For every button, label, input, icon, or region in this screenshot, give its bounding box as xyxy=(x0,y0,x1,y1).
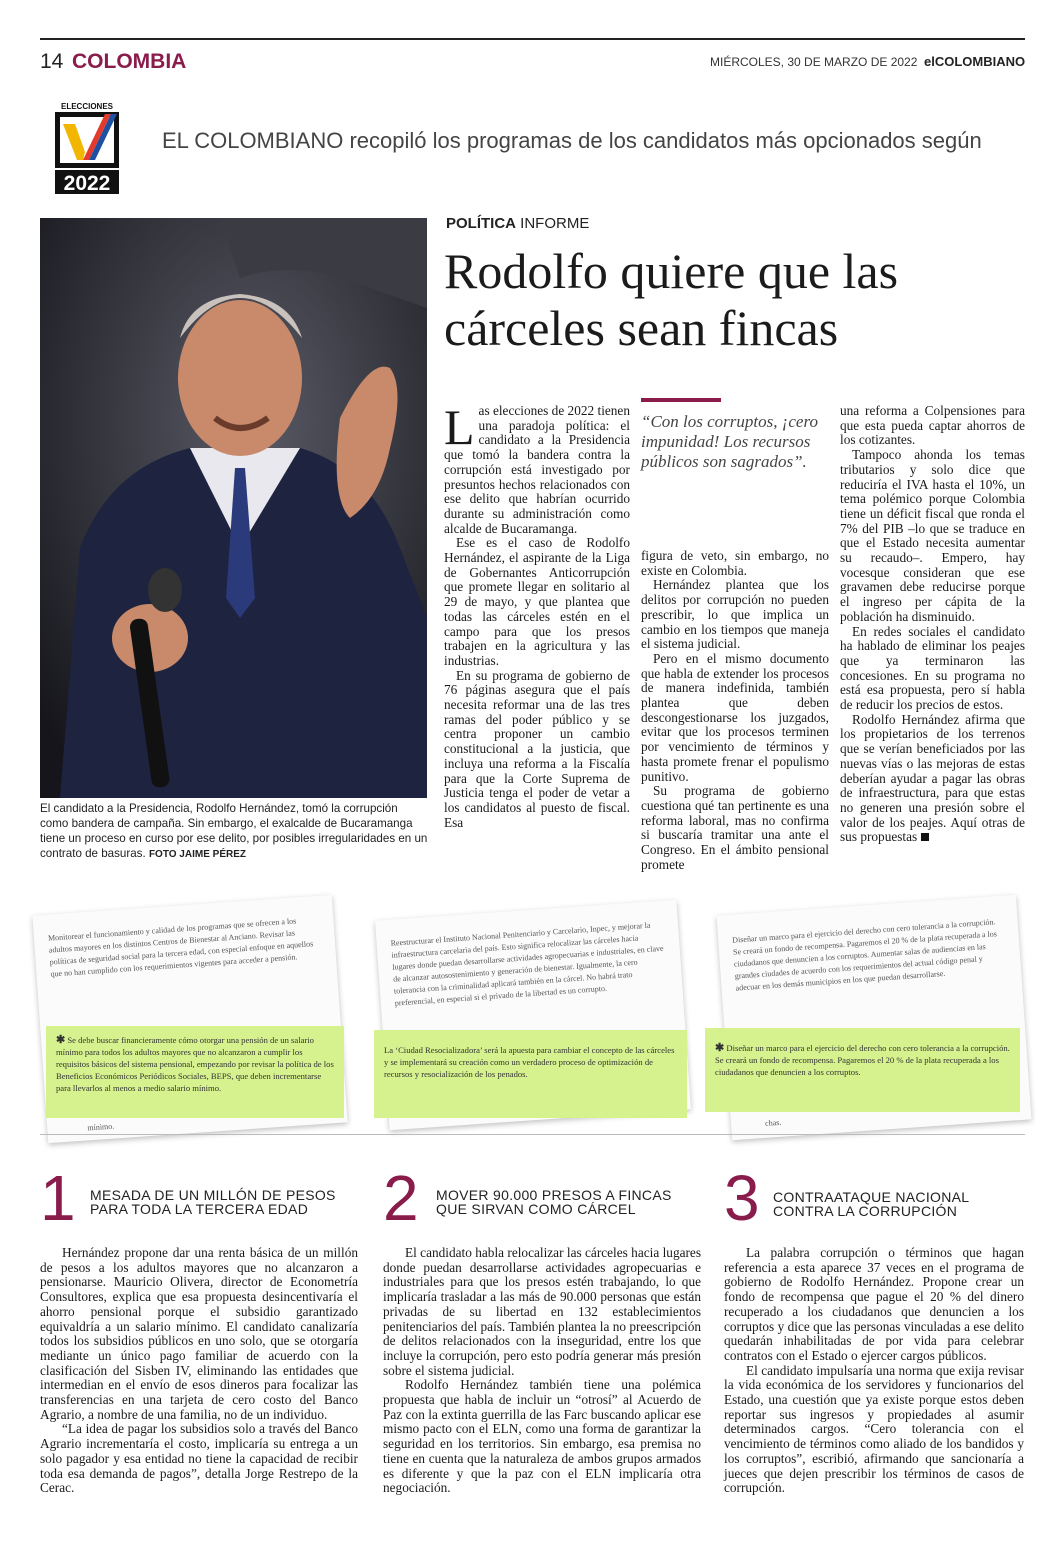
clipping-highlight-2: La ‘Ciudad Resocializadora’ será la apuesta para cambiar el concepto de las cárceles y se implementará su creación como un verdadero proceso de optimización de recursos y resocialización de los penados. xyxy=(374,1030,687,1118)
pull-quote-rule xyxy=(641,398,721,402)
article-column-1 xyxy=(444,399,630,830)
photo-caption-text: El candidato a la Presidencia, Rodolfo Hernández, tomó la corrupción como bandera de campaña. Sin embargo, el exalcalde de Bucaramanga tiene un proceso en curso por ese delito, por posibles irregularidades en un contrato de basuras. xyxy=(40,802,428,860)
proposal-paragraph: Hernández propone dar una renta básica de un millón de pesos a los adultos mayores que no alcanzaron a pensionarse. Mauricio Olivera, director de Econometría Consultores, explica que esa propuesta desincentivaría el ahorro pensional porque el subsidio garantizado equivaldría a un salario mínimo. El candidato canalizaría todos los subsidios públicos en uno solo, que se otorgaría mediante un único pago familiar de acuerdo con la clasificación del Sisben IV, eliminando las entidades que intermedian en el envío de esos dineros para focalizar las transferencias en una tarjeta de cero costo del Banco Agrario, a nombre de una familia, no de un individuo. xyxy=(40,1245,358,1422)
article-column-3 xyxy=(840,404,1025,845)
proposal-number-2: 2 xyxy=(383,1162,419,1234)
clipping-text: Reestructurar el Instituto Nacional Penitenciario y Carcelario, Inpec, y mejorar la infraestructura carcelaria del país. Esto significa relocalizar las cárceles hacia lugares donde puedan desarrollarse actividades agropecuarias e industriales, en clave de alcanzar autosostenimiento y generación de bienestar. Igualmente, la cero tolerancia con la criminalidad aplicará también en la cárcel. No habrá trato preferencial, en especial si el privado de la libertad es un corrupto. xyxy=(390,920,664,1008)
photo-credit: FOTO JAIME PÉREZ xyxy=(148,849,246,860)
kicker xyxy=(446,215,589,232)
article-paragraph: En redes sociales el candidato ha hablado de eliminar los peajes que ya terminaron las concesiones. En su programa no está esa propuesta, pero sí habla de reducir los precios de estos. xyxy=(840,623,1025,713)
article-paragraph: Su programa de gobierno cuestiona qué tan pertinente es una reforma laboral, mas no confirma si buscaría tramitar una ante el Congreso. En el ámbito pensional promete xyxy=(641,783,829,872)
article-paragraph: Rodolfo Hernández afirma que los propietarios de los terrenos que se verían beneficiados por las nuevas vías o las mejoras de estas deberían ayudar a pagar las obras de infraestructura, para que estas no generen una presión sobre el valor de los peajes. Aquí otras de sus propuestas xyxy=(840,711,1025,845)
proposal-body-1 xyxy=(40,1246,358,1496)
masthead-logo xyxy=(924,54,1025,69)
issue-date: MIÉRCOLES, 30 DE MARZO DE 2022 xyxy=(710,55,918,69)
article-paragraph: En su programa de gobierno de 76 páginas asegura que el país necesita reformar una de las tres ramas del poder público y se centra proponer un cambio constitucional a la justicia, que incluya una reforma a la Fiscalía para que la Corte Suprema de Justicia tenga el poder de vetar a los candidatos al puesto de fiscal. Esa xyxy=(444,667,630,830)
article-paragraph: figura de veto, sin embargo, no existe en Colombia. xyxy=(641,548,829,578)
badge-top-text: ELECCIONES xyxy=(60,102,114,111)
proposal-paragraph: “La idea de pagar los subsidios solo a través del Banco Agrario incrementaría el costo, implicaría su entrega a un solo pagador y esa entidad no tiene la capacidad de recibir toda esa demanda de pagos”, detalla Jorge Restrepo de la Cerac. xyxy=(40,1421,358,1496)
proposal-paragraph: El candidato impulsaría una norma que exija revisar la vida económica de los servidores y funcionarios del Estado, una cuestión que ya existe porque estos deben reportar sus ingresos y propiedades al asumir determinados cargos. “Cero tolerancia con el vencimiento de términos como aliado de los bandidos y los corruptos”, escribió, afirmando que sancionaría a jueces que dejen prescribir los términos de casos de corrupción. xyxy=(724,1362,1024,1496)
section-name: COLOMBIA xyxy=(72,50,187,73)
page-number: 14 xyxy=(40,50,64,73)
drop-cap: L xyxy=(444,399,475,455)
clipping-tail: chas. xyxy=(764,1117,782,1128)
proposal-title-2: MOVER 90.000 PRESOS A FINCAS QUE SIRVAN COMO CÁRCEL xyxy=(436,1187,672,1217)
clipping-text: Monitorear el funcionamiento y calidad de los programas que se ofrecen a los adultos mayores en los distintos Centros de Bienestar al Anciano. Revisar las políticas de seguridad social para la tercera edad, con especial enfoque en aquellos que no han cumplido con los requerimientos vigentes para acceder a pensión. xyxy=(47,916,314,979)
proposal-title-1: MESADA DE UN MILLÓN DE PESOS PARA TODA LA TERCERA EDAD xyxy=(90,1187,336,1217)
kicker-bold: POLÍTICA xyxy=(446,215,516,232)
article-paragraph: Las elecciones de 2022 tienen una paradoja política: el candidato a la Presidencia que tomó la bandera contra la corrupción está investigado por presuntos hechos relacionados con ese delito que habrían ocurrido durante su administración como alcalde de Bucaramanga. xyxy=(444,399,630,536)
proposal-paragraph: El candidato habla relocalizar las cárceles hacia lugares donde puedan desarrollarse actividades agropecuarias e industriales para que los presos estén trabajando, lo que implicaría trasladar a las más de 90.000 personas que están privadas de su libertad en 132 establecimientos penitenciarios del país. También plantea la no preescripción de delitos relacionados con la inseguridad, entre los que incluye la corrupción, pero esto podría generar más presión sobre el sistema judicial. xyxy=(383,1245,701,1378)
asterisk-icon: ✱ xyxy=(715,1042,725,1054)
kicker-rest: INFORME xyxy=(520,215,590,232)
asterisk-icon: ✱ xyxy=(56,1034,66,1046)
article-paragraph: una reforma a Colpensiones para que esta pueda captar ahorros de los cotizantes. xyxy=(840,403,1025,448)
clipping-text: Diseñar un marco para el ejercicio del derecho con cero tolerancia a la corrupción. Se creará un fondo de recompensa. Pagaremos el 20 % de la plata recuperada a los ciudadanos que denuncien a los corruptos. Aumentar salas de audiencias en las grandes ciudades de acuerdo con los requerimientos del actual código penal y adecuar en los demás municipios en los que puedan desarrollarse. xyxy=(731,917,998,993)
article-column-2 xyxy=(641,549,829,872)
article-paragraph: Pero en el mismo documento que habla de extender los procesos de manera indefinida, también plantea que deben descongestionarse los juzgados, evitar que los procesos terminen por vencimiento de términos y hasta promete frenar el populismo punitivo. xyxy=(641,650,829,784)
proposal-body-2 xyxy=(383,1246,701,1496)
article-paragraph: Tampoco ahonda los temas tributarios y solo dice que reduciría el IVA hasta el 10%, un tema polémico porque Colombia tiene un déficit fiscal que ronda el 7% del PIB –lo que se traduce en que el Estado necesita aumentar su recaudo–. Empero, hay vocesque consideran que ese gravamen debe reducirse porque el ingreso per cápita de la población ha disminuido. xyxy=(840,447,1025,624)
clippings-base-line xyxy=(40,1134,1025,1135)
clipping-tail: mínimo. xyxy=(87,1121,115,1133)
proposal-number-3: 3 xyxy=(724,1162,760,1234)
article-paragraph: Hernández plantea que los delitos por corrupción no pueden prescribir, lo que implica un cambio en los tiempos que maneja el sistema judicial. xyxy=(641,577,829,652)
proposal-title-3: CONTRAATAQUE NACIONAL CONTRA LA CORRUPCIÓN xyxy=(773,1189,970,1219)
headline: Rodolfo quiere que las cárceles sean fincas xyxy=(444,243,899,356)
top-rule xyxy=(40,38,1025,40)
masthead-name: COLOMBIANO xyxy=(934,54,1026,69)
clipping-highlight-1: ✱ Se debe buscar financieramente cómo otorgar una pensión de un salario mínimo para todos los adultos mayores que no alcanzaron a cumplir los requisitos básicos del sistema pensional, empezando por revisar la política de los Beneficios Económicos Periódicos Sociales, BEPS, que deben incrementarse para llevarlos al menos a medio salario mínimo. xyxy=(46,1026,344,1118)
end-mark-icon xyxy=(921,833,929,841)
proposal-paragraph: Rodolfo Hernández también tiene una polémica propuesta que habla de incluir un “otrosí” al Acuerdo de Paz con la extinta guerrilla de las Farc buscando aplicar ese mismo pacto con el ELN, como una forma de garantizar la seguridad en los territorios. Sin embargo, esa premisa no tiene en cuenta que la naturaleza de ambos grupos armados es diferente y que la paz con el ELN implicaría otra negociación. xyxy=(383,1377,701,1496)
intro-line: EL COLOMBIANO recopiló los programas de los candidatos más opcionados según xyxy=(162,128,982,153)
article-paragraph: Ese es el caso de Rodolfo Hernández, el aspirante de la Liga de Gobernantes Anticorrupción que promete llegar en solitario al 29 de mayo, y que plantea que todas las cárceles estén en el campo para que los presos trabajen en la agricultura y las industrias. xyxy=(444,535,630,668)
proposal-body-3 xyxy=(724,1246,1024,1496)
clipping-highlight-3: ✱ Diseñar un marco para el ejercicio del derecho con cero tolerancia a la corrupción. Se creará un fondo de recompensa. Pagaremos el 20 % de la plata recuperada a los ciudadanos que denuncien a los corruptos. xyxy=(705,1028,1020,1112)
photo-caption xyxy=(40,801,428,862)
badge-year: 2022 xyxy=(63,172,111,195)
candidate-photo xyxy=(40,218,427,798)
masthead-prefix: el xyxy=(924,54,935,69)
proposal-paragraph: La palabra corrupción o términos que hagan referencia a esta aparece 37 veces en el programa de gobierno de Rodolfo Hernández. Propone crear un fondo de recompensa que pague el 20 % del dinero recuperado a los ciudadanos que denuncien a los corruptos y dice que las personas vinculadas a ese delito quedarán inhabilitadas de por vida para celebrar contratos con el Estado o ejercer cargos públicos. xyxy=(724,1245,1024,1363)
pull-quote: “Con los corruptos, ¡cero impunidad! Los recursos públicos son sagrados”. xyxy=(641,412,818,471)
elections-2022-logo-icon xyxy=(53,100,121,195)
proposal-number-1: 1 xyxy=(40,1162,76,1234)
